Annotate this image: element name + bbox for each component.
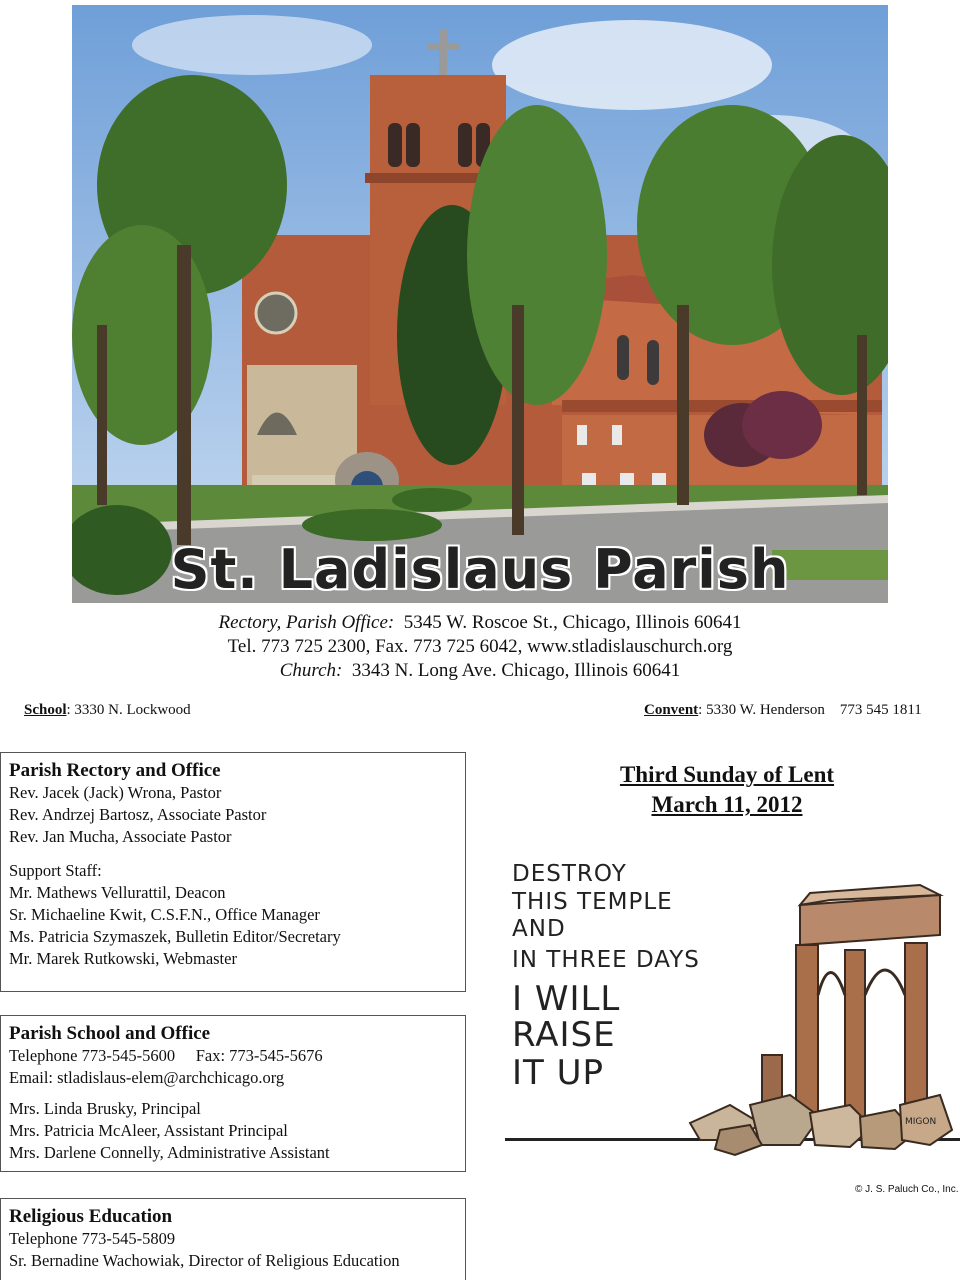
staff-item: Mr. Marek Rutkowski, Webmaster xyxy=(9,949,237,968)
convent-label: Convent xyxy=(644,702,699,718)
school-address xyxy=(24,702,191,719)
staff-item: Ms. Patricia Szymaszek, Bulletin Editor/Secretary xyxy=(9,927,341,946)
school-staff-item: Mrs. Linda Brusky, Principal xyxy=(9,1099,201,1118)
church-label: Church: xyxy=(279,660,343,681)
convent-value: : 5330 W. Henderson 773 545 1811 xyxy=(698,702,922,718)
religious-phone: Telephone 773-545-5809 xyxy=(9,1229,176,1248)
art-line: AND xyxy=(512,916,566,942)
phone-line: Tel. 773 725 2300, Fax. 773 725 6042, www.stladislauschurch.org xyxy=(227,636,733,657)
rectory-value: 5345 W. Roscoe St., Chicago, Illinois 60641 xyxy=(403,612,742,633)
temple-ruins-icon xyxy=(500,855,960,1200)
school-staff-item: Mrs. Darlene Connelly, Administrative Assistant xyxy=(9,1143,330,1162)
school-email: Email: stladislaus-elem@archchicago.org xyxy=(9,1068,285,1087)
staff-item: Mr. Mathews Vellurattil, Deacon xyxy=(9,883,226,902)
religious-education-box xyxy=(0,1198,466,1280)
clergy-item: Rev. Jan Mucha, Associate Pastor xyxy=(9,827,232,846)
school-phone: Telephone 773-545-5600 Fax: 773-545-5676 xyxy=(9,1046,323,1065)
temple-artwork xyxy=(500,855,960,1200)
rectory-heading: Parish Rectory and Office xyxy=(9,760,221,781)
staff-item: Sr. Michaeline Kwit, C.S.F.N., Office Manager xyxy=(9,905,320,924)
church-address xyxy=(0,659,960,683)
school-value: : 3330 N. Lockwood xyxy=(66,702,191,718)
rectory-label: Rectory, Parish Office: xyxy=(218,612,395,633)
copyright-notice: © J. S. Paluch Co., Inc. xyxy=(855,1184,959,1195)
school-staff-item: Mrs. Patricia McAleer, Assistant Principal xyxy=(9,1121,288,1140)
art-line-big: IT UP xyxy=(512,1053,604,1093)
art-line: IN THREE DAYS xyxy=(512,947,700,973)
religious-heading: Religious Education xyxy=(9,1206,173,1227)
art-line-big: I WILL xyxy=(512,979,621,1019)
clergy-item: Rev. Andrzej Bartosz, Associate Pastor xyxy=(9,805,267,824)
art-line-big: RAISE xyxy=(512,1015,616,1055)
church-value: 3343 N. Long Ave. Chicago, Illinois 60641 xyxy=(351,660,681,681)
parish-title: St. Ladislaus Parish xyxy=(170,538,790,601)
school-box xyxy=(0,1015,466,1172)
artist-signature: MIGON xyxy=(905,1117,937,1127)
art-line: THIS TEMPLE xyxy=(512,889,673,915)
rectory-box xyxy=(0,752,466,992)
church-illustration xyxy=(72,5,888,603)
school-heading: Parish School and Office xyxy=(9,1023,211,1044)
clergy-item: Rev. Jacek (Jack) Wrona, Pastor xyxy=(9,783,222,802)
church-photo xyxy=(72,5,888,603)
liturgical-title: Third Sunday of Lent xyxy=(619,762,835,787)
liturgical-date: March 11, 2012 xyxy=(651,792,803,817)
staff-heading: Support Staff: xyxy=(9,861,102,880)
art-line: DESTROY xyxy=(512,861,627,887)
school-label: School xyxy=(24,702,67,718)
convent-address xyxy=(644,702,922,719)
rectory-address xyxy=(0,611,960,635)
religious-director: Sr. Bernadine Wachowiak, Director of Religious Education xyxy=(9,1251,400,1270)
